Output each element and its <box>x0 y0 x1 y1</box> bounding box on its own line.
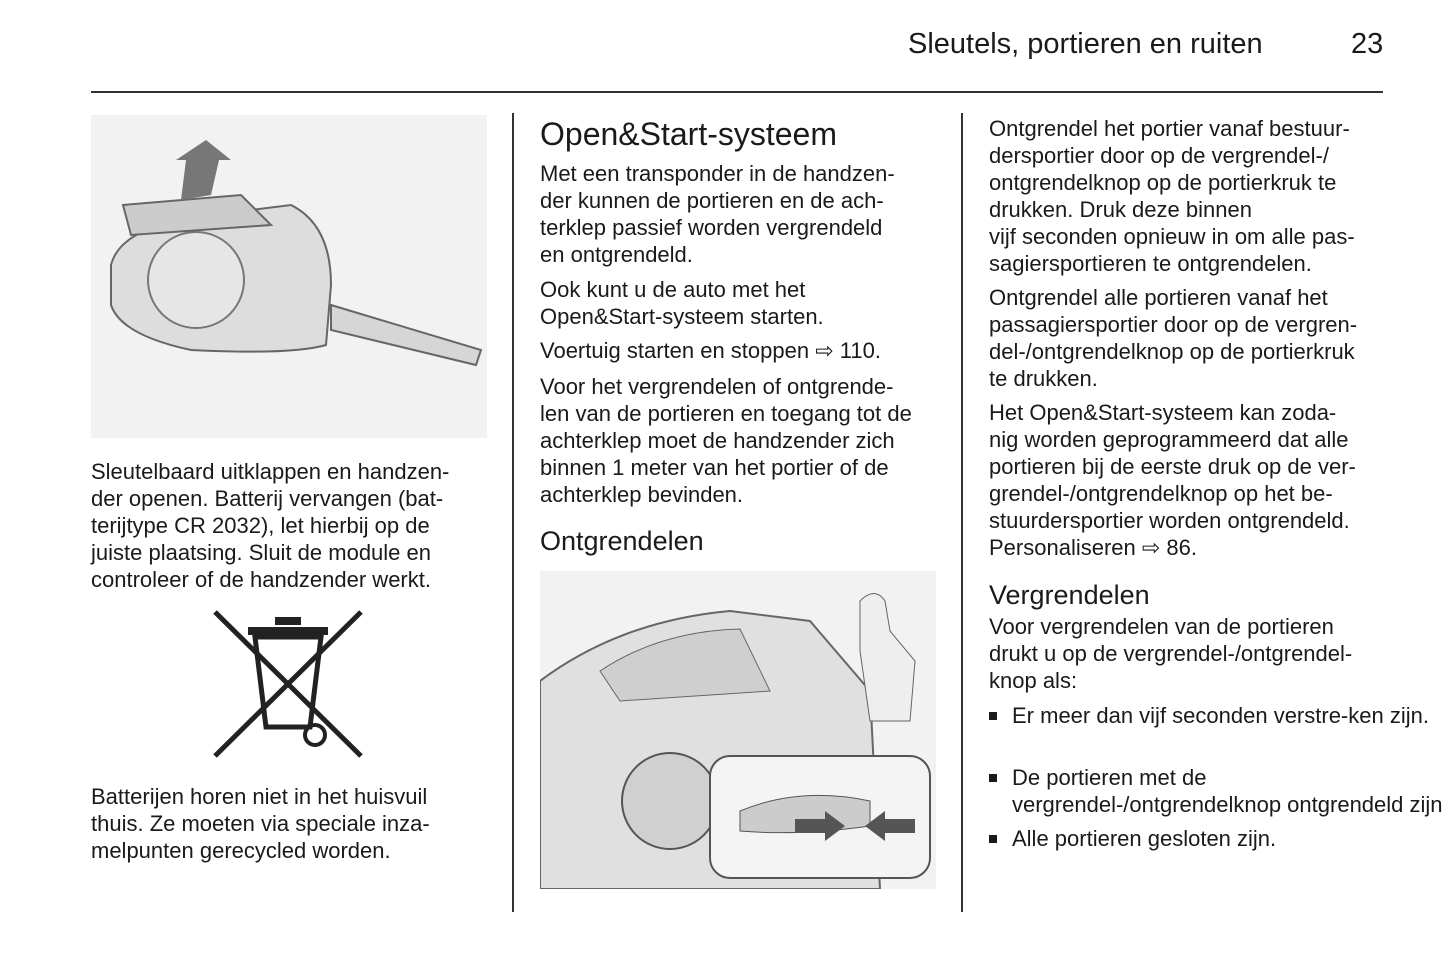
disposal-text <box>91 783 430 864</box>
subheading-unlocking: Ontgrendelen <box>540 526 704 556</box>
text-line: passagiersportier door op de vergren- <box>989 312 1358 337</box>
text-line: drukt u op de vergrendel-/ontgrendel- <box>989 641 1353 666</box>
subheading-locking: Vergrendelen <box>989 580 1150 610</box>
text-line: Personaliseren ⇨ 86. <box>989 535 1197 560</box>
paragraph <box>989 613 1352 694</box>
text-line: knop als: <box>989 668 1078 693</box>
text-line: Voor het vergrendelen of ontgrende- <box>540 374 894 399</box>
text-line: terijtype CR 2032), let hierbij op de <box>91 513 430 538</box>
text-line: dersportier door op de vergrendel-/ <box>989 143 1329 168</box>
bullet-icon <box>989 835 997 843</box>
text-line: ontgrendelknop ontgrendeld zijn <box>1129 792 1443 817</box>
section-heading: Open&Start-systeem <box>540 116 837 152</box>
text-line: len van de portieren en toegang tot de <box>540 401 912 426</box>
text-line: del-/ontgrendelknop op de portierkruk <box>989 339 1355 364</box>
bullet-text <box>1012 825 1276 852</box>
text-line: der openen. Batterij vervangen (bat- <box>91 486 444 511</box>
text-line: ken zijn. <box>1348 703 1429 728</box>
text-line: juiste plaatsing. Sluit de module en <box>91 540 431 565</box>
paragraph <box>989 399 1356 561</box>
text-line: grendel-/ontgrendelknop op het be- <box>989 481 1333 506</box>
text-line: controleer of de handzender werkt. <box>91 567 431 592</box>
text-line: sagiersportieren te ontgrendelen. <box>989 251 1312 276</box>
page-number: 23 <box>1351 28 1384 60</box>
key-battery-illustration <box>91 115 487 438</box>
text-line: terklep passief worden vergrendeld <box>540 215 883 240</box>
car-door-handle-illustration <box>540 571 936 889</box>
paragraph <box>540 160 895 268</box>
text-line: achterklep bevinden. <box>540 482 744 507</box>
text-line: melpunten gerecycled worden. <box>91 838 391 863</box>
section-title: Sleutels, portieren en ruiten <box>908 28 1263 60</box>
text-line: Batterijen horen niet in het huisvuil <box>91 784 428 809</box>
text-line: stuurdersportier worden ontgrendeld. <box>989 508 1350 533</box>
bullet-text <box>1012 702 1429 729</box>
column-divider <box>961 113 963 912</box>
header-rule <box>91 91 1383 93</box>
text-line: Er meer dan vijf seconden verstre- <box>1012 703 1349 728</box>
text-line: Voor vergrendelen van de portieren <box>989 614 1334 639</box>
paragraph <box>540 276 824 330</box>
bullet-icon <box>989 712 997 720</box>
text-line: Met een transponder in de handzen- <box>540 161 895 186</box>
text-line: der kunnen de portieren en de ach- <box>540 188 884 213</box>
text-line: Open&Start-systeem starten. <box>540 304 824 329</box>
text-line: portieren bij de eerste druk op de ver- <box>989 454 1356 479</box>
text-line: Ontgrendel alle portieren vanaf het <box>989 285 1328 310</box>
text-line: nig worden geprogrammeerd dat alle <box>989 427 1349 452</box>
text-line: Ook kunt u de auto met het <box>540 277 806 302</box>
text-line: achterklep moet de handzender zich <box>540 428 895 453</box>
text-line: binnen 1 meter van het portier of de <box>540 455 889 480</box>
text-line: drukken. Druk deze binnen <box>989 197 1252 222</box>
text-line: thuis. Ze moeten via speciale inza- <box>91 811 430 836</box>
text-line: te drukken. <box>989 366 1098 391</box>
bullet-icon <box>989 774 997 782</box>
text-line: De portieren met de vergrendel-/ <box>1012 765 1207 817</box>
column-divider <box>512 113 514 912</box>
crossed-bin-icon <box>210 607 366 761</box>
paragraph <box>540 373 912 508</box>
text-line: Voertuig starten en stoppen ⇨ 110. <box>540 338 881 363</box>
bullet-item <box>989 825 1276 852</box>
text-line: Alle portieren gesloten zijn. <box>1012 826 1277 851</box>
bullet-text <box>1012 764 1445 818</box>
paragraph <box>989 115 1355 277</box>
paragraph <box>989 284 1357 392</box>
text-line: en ontgrendeld. <box>540 242 693 267</box>
cross-reference <box>540 337 881 364</box>
text-line: Sleutelbaard uitklappen en handzen- <box>91 459 450 484</box>
bullet-item <box>989 702 1429 729</box>
text-line: Ontgrendel het portier vanaf bestuur- <box>989 116 1350 141</box>
text-line: vijf seconden opnieuw in om alle pas- <box>989 224 1355 249</box>
text-line: ontgrendelknop op de portierkruk te <box>989 170 1337 195</box>
bullet-item <box>989 764 1445 818</box>
text-line: Het Open&Start-systeem kan zoda- <box>989 400 1337 425</box>
battery-instruction-text <box>91 458 449 593</box>
